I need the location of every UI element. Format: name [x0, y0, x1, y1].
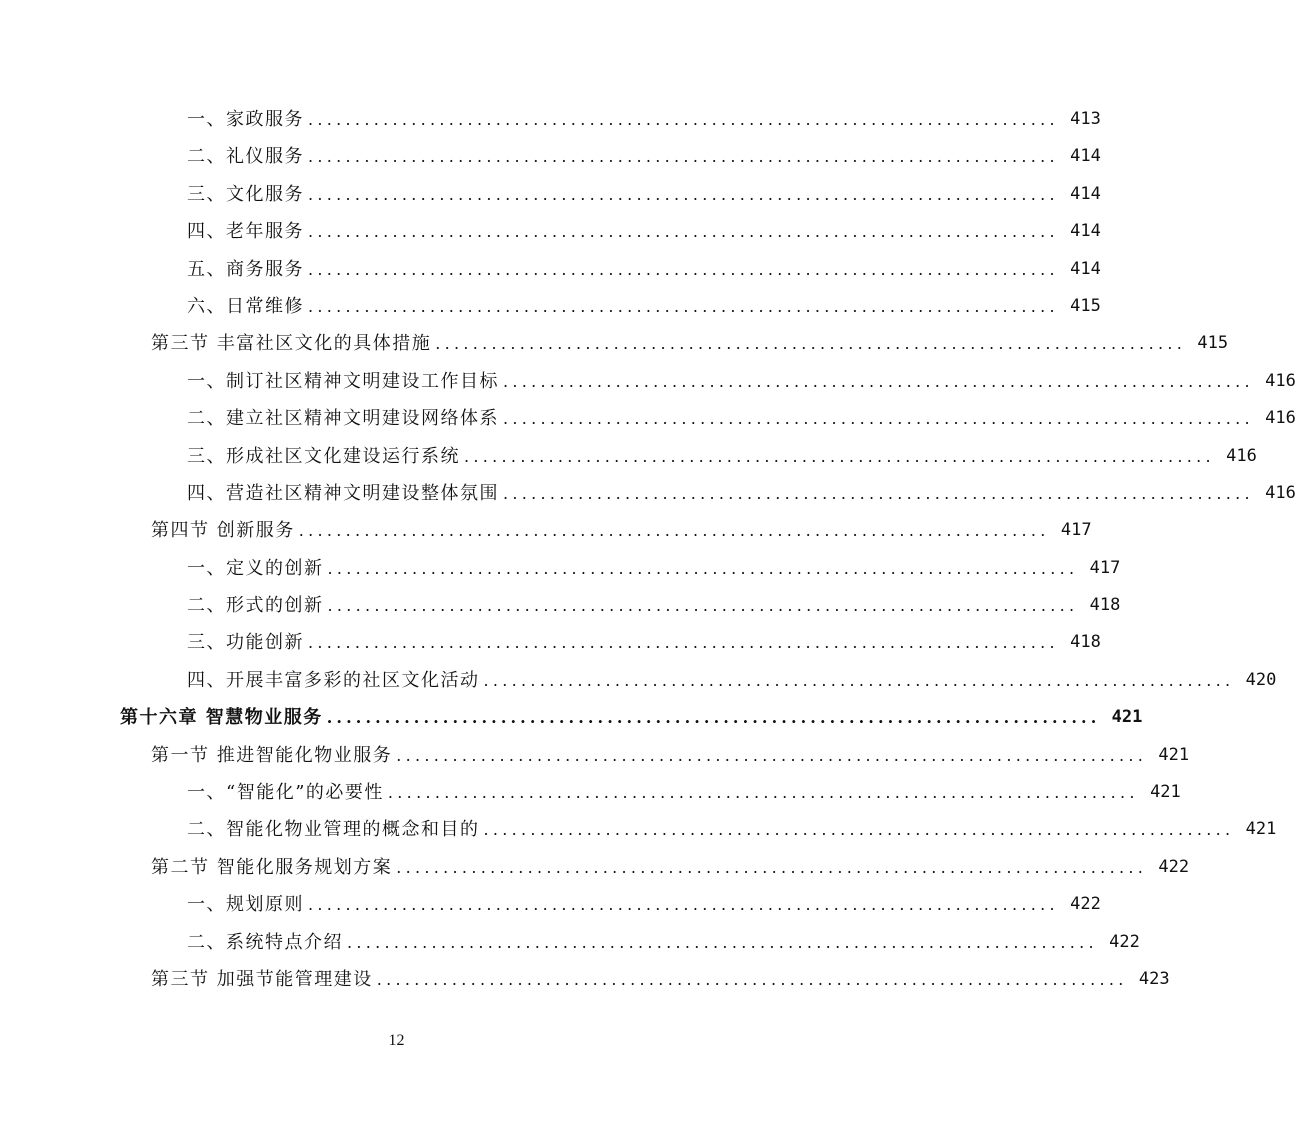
toc-entry-title: 第三节 丰富社区文化的具体措施 — [151, 333, 432, 355]
toc-entry-page: 421 — [1158, 744, 1190, 765]
toc-subsection-entry[interactable] — [0, 438, 1257, 475]
toc-section-entry[interactable] — [0, 961, 1170, 998]
toc-subsection-entry[interactable] — [0, 662, 1277, 699]
toc-entry-page: 416 — [1265, 370, 1296, 391]
toc-entry-title: 二、智能化物业管理的概念和目的 — [187, 819, 480, 841]
toc-entry-title: 第十六章 智慧物业服务 — [120, 707, 323, 729]
toc-subsection-entry[interactable] — [0, 101, 1101, 138]
toc-dot-leader: ................................................................................ — [396, 857, 1148, 877]
toc-entry-title: 第二节 智能化服务规划方案 — [151, 856, 393, 878]
toc-subsection-entry[interactable] — [0, 363, 1296, 400]
toc-entry-page: 414 — [1070, 258, 1101, 279]
toc-entry-title: 一、制订社区精神文明建设工作目标 — [187, 370, 499, 392]
toc-entry-title: 四、开展丰富多彩的社区文化活动 — [187, 669, 480, 691]
toc-entry-title: 五、商务服务 — [187, 258, 304, 280]
toc-entry-page: 414 — [1070, 183, 1101, 204]
toc-entry-page: 415 — [1197, 333, 1229, 354]
toc-section-entry[interactable] — [0, 512, 1092, 549]
toc-dot-leader: ................................................................................ — [308, 110, 1059, 129]
toc-dot-leader: ................................................................................ — [327, 558, 1079, 578]
toc-entry-title: 六、日常维修 — [187, 295, 304, 317]
toc-entry-page: 422 — [1070, 894, 1101, 915]
toc-entry-title: 第四节 创新服务 — [151, 520, 295, 542]
toc-entry-page: 422 — [1158, 856, 1190, 877]
toc-entry-page: 420 — [1245, 669, 1277, 690]
toc-entry-title: 一、家政服务 — [187, 109, 304, 130]
toc-subsection-entry[interactable] — [0, 924, 1140, 961]
toc-entry-page: 423 — [1138, 968, 1170, 989]
toc-dot-leader: ................................................................................ — [308, 147, 1059, 167]
toc-subsection-entry[interactable] — [0, 475, 1296, 512]
toc-entry-title: 第一节 推进智能化物业服务 — [151, 744, 393, 766]
toc-section-entry[interactable] — [0, 325, 1229, 362]
toc-dot-leader: ................................................................................ — [308, 633, 1059, 653]
toc-dot-leader: ................................................................................ — [503, 483, 1254, 503]
toc-entry-title: 三、文化服务 — [187, 183, 304, 205]
toc-dot-leader: ................................................................................ — [503, 409, 1254, 429]
toc-dot-leader: ................................................................................ — [503, 371, 1254, 391]
toc-subsection-entry[interactable] — [0, 811, 1277, 848]
toc-dot-leader: ................................................................................ — [387, 783, 1139, 803]
toc-dot-leader: ................................................................................ — [308, 259, 1059, 279]
toc-entry-page: 415 — [1070, 295, 1101, 316]
toc-dot-leader: ................................................................................ — [326, 708, 1101, 728]
toc-entry-title: 二、形式的创新 — [187, 595, 324, 617]
toc-entry-page: 416 — [1226, 445, 1257, 466]
toc-subsection-entry[interactable] — [0, 886, 1101, 923]
toc-dot-leader: ................................................................................ — [483, 820, 1235, 840]
toc-entry-title: 三、功能创新 — [187, 632, 304, 654]
toc-dot-leader: ................................................................................ — [464, 446, 1215, 466]
toc-entry-title: 三、形成社区文化建设运行系统 — [187, 445, 460, 467]
toc-dot-leader: ................................................................................ — [308, 222, 1059, 242]
toc-entry-page: 414 — [1070, 146, 1101, 167]
toc-entry-page: 417 — [1089, 557, 1121, 578]
toc-entry-page: 418 — [1089, 595, 1121, 616]
toc-dot-leader: ................................................................................ — [308, 296, 1059, 316]
toc-subsection-entry[interactable] — [0, 400, 1296, 437]
toc-entry-page: 417 — [1060, 520, 1092, 541]
toc-dot-leader: ................................................................................ — [435, 334, 1187, 354]
toc-entry-page: 416 — [1265, 482, 1296, 503]
toc-subsection-entry[interactable] — [0, 138, 1101, 175]
toc-dot-leader: ................................................................................ — [308, 184, 1059, 204]
toc-section-entry[interactable] — [0, 849, 1190, 886]
toc-entry-title: 四、老年服务 — [187, 221, 304, 243]
toc-subsection-entry[interactable] — [0, 587, 1121, 624]
toc-subsection-entry[interactable] — [0, 251, 1101, 288]
toc-entry-page: 421 — [1245, 819, 1277, 840]
page-number: 12 — [388, 1032, 405, 1049]
toc-dot-leader: ................................................................................ — [347, 932, 1098, 952]
toc-entry-title: 一、定义的创新 — [187, 557, 324, 579]
toc-dot-leader: ................................................................................ — [308, 895, 1059, 915]
toc-entry-page: 422 — [1109, 931, 1140, 952]
toc-entry-page: 414 — [1070, 221, 1101, 242]
toc-entry-title: 四、营造社区精神文明建设整体氛围 — [187, 482, 499, 504]
toc-subsection-entry[interactable] — [0, 288, 1101, 325]
toc-entry-title: 二、系统特点介绍 — [187, 931, 343, 953]
toc-entry-page: 421 — [1150, 782, 1181, 803]
toc-entry-title: 第三节 加强节能管理建设 — [151, 968, 373, 990]
toc-dot-leader: ................................................................................ — [376, 969, 1128, 989]
toc-entry-title: 一、规划原则 — [187, 894, 304, 916]
toc-entry-page: 418 — [1070, 632, 1101, 653]
toc-entry-title: 二、建立社区精神文明建设网络体系 — [187, 408, 499, 430]
table-of-contents — [0, 101, 1296, 998]
toc-subsection-entry[interactable] — [0, 624, 1101, 661]
toc-chapter-entry[interactable] — [0, 699, 1143, 736]
toc-dot-leader: ................................................................................ — [483, 670, 1235, 690]
toc-dot-leader: ................................................................................ — [298, 521, 1050, 541]
toc-subsection-entry[interactable] — [0, 176, 1101, 213]
toc-section-entry[interactable] — [0, 737, 1190, 774]
toc-subsection-entry[interactable] — [0, 550, 1121, 587]
toc-entry-page: 416 — [1265, 408, 1296, 429]
toc-entry-page: 421 — [1111, 707, 1143, 728]
toc-dot-leader: ................................................................................ — [396, 745, 1148, 765]
toc-subsection-entry[interactable] — [0, 213, 1101, 250]
toc-entry-title: 一、“智能化”的必要性 — [187, 782, 384, 804]
toc-dot-leader: ................................................................................ — [327, 596, 1079, 616]
toc-subsection-entry[interactable] — [0, 774, 1181, 811]
toc-entry-title: 二、礼仪服务 — [187, 146, 304, 168]
toc-entry-page: 413 — [1070, 109, 1101, 129]
